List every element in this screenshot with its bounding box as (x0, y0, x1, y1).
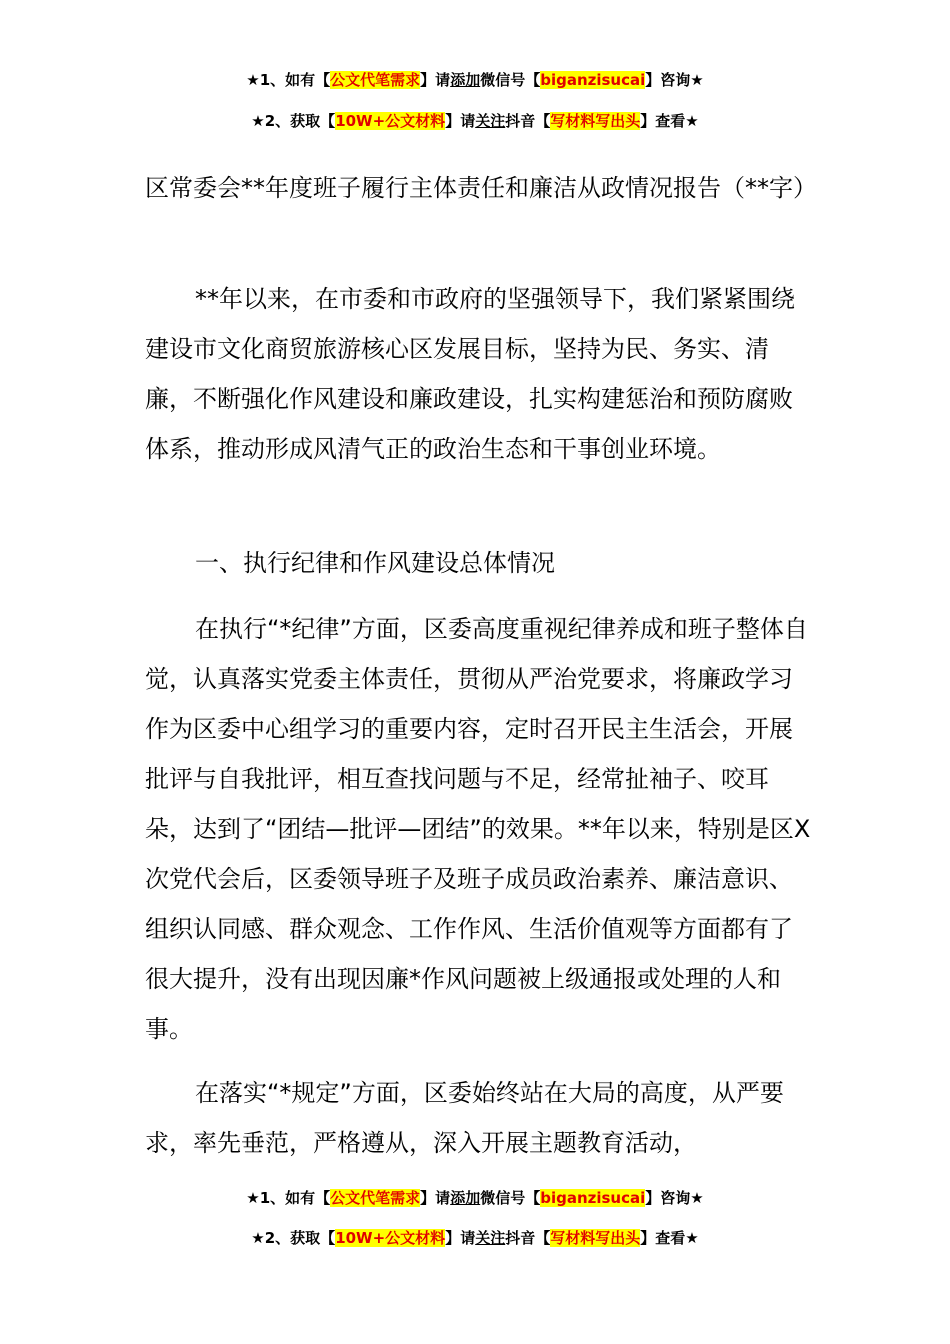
banner-text: 】请 (445, 1229, 476, 1247)
paragraph-discipline: 在执行“*纪律”方面，区委高度重视纪律养成和班子整体自觉，认真落实党委主体责任，贯彻从严治党要求，将廉政学习作为区委中心组学习的重要内容，定时召开民主生活会，开展批评与自我批评，相互查找问题与不足，经常扯袖子、咬耳朵，达到了“团结—批评—团结”的效果。**年以来，特别是区X次党代会后，区委领导班子及班子成员政治素养、廉洁意识、组织认同感、群众观念、工作作风、生活价值观等方面都有了很大提升，没有出现因廉*作风问题被上级通报或处理的人和事。 (145, 615, 811, 1043)
header-banner-line-2 (0, 109, 950, 133)
banner-text: 】请 (420, 1189, 451, 1207)
section-heading: 一、执行纪律和作风建设总体情况 (195, 549, 555, 577)
banner-text: 】查看★ (640, 112, 699, 130)
banner-highlight: 写材料写出头 (550, 112, 641, 130)
banner-text: 抖音【 (505, 112, 551, 130)
banner-text: 】请 (420, 71, 451, 89)
footer-banner-line-2 (0, 1226, 950, 1250)
banner-text: 】请 (445, 112, 476, 130)
paragraph-regulations: 在落实“*规定”方面，区委始终站在大局的高度，从严要求，率先垂范，严格遵从，深入开展主题教育活动， (145, 1079, 784, 1157)
banner-text: 抖音【 (505, 1229, 551, 1247)
banner-underline: 关注 (475, 1229, 506, 1247)
header-banner-line-1 (0, 68, 950, 92)
banner-text: ★1、如有【 (246, 1189, 331, 1207)
banner-text: 】咨询★ (645, 71, 704, 89)
banner-highlight: 10W+公文材料 (335, 1229, 446, 1247)
banner-text: 微信号【 (480, 71, 541, 89)
banner-highlight: 公文代笔需求 (330, 1189, 421, 1207)
banner-underline: 添加 (450, 71, 481, 89)
banner-highlight: biganzisucai (540, 71, 646, 89)
banner-highlight: 写材料写出头 (550, 1229, 641, 1247)
banner-text: 】查看★ (640, 1229, 699, 1247)
banner-text: 微信号【 (480, 1189, 541, 1207)
footer-banner-line-1 (0, 1186, 950, 1210)
paragraph-intro: **年以来，在市委和市政府的坚强领导下，我们紧紧围绕建设市文化商贸旅游核心区发展目标，坚持为民、务实、清廉，不断强化作风建设和廉政建设，扎实构建惩治和预防腐败体系，推动形成风清气正的政治生态和干事创业环境。 (145, 285, 795, 463)
banner-highlight: 公文代笔需求 (330, 71, 421, 89)
banner-highlight: biganzisucai (540, 1189, 646, 1207)
banner-highlight: 10W+公文材料 (335, 112, 446, 130)
banner-text: ★2、获取【 (251, 1229, 336, 1247)
banner-text: ★2、获取【 (251, 112, 336, 130)
banner-text: ★1、如有【 (246, 71, 331, 89)
banner-underline: 添加 (450, 1189, 481, 1207)
document-title: 区常委会**年度班子履行主体责任和廉洁从政情况报告（**字） (145, 174, 817, 202)
banner-underline: 关注 (475, 112, 506, 130)
banner-text: 】咨询★ (645, 1189, 704, 1207)
